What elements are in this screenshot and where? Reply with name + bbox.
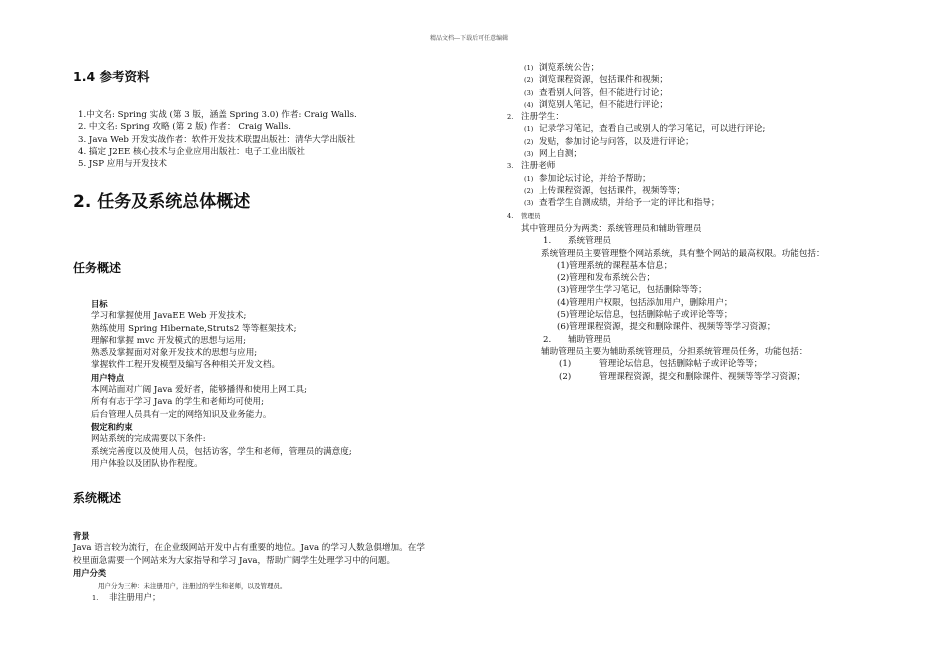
sys-admin-item: (6)管理课程资源，提交和删除课件、视频等等学习资源； bbox=[557, 322, 776, 333]
user-traits-title: 用户特点 bbox=[91, 372, 125, 383]
sys-admin-desc: 系统管理员主要管理整个网站系统，具有整个网站的最高权限。功能包括： bbox=[541, 248, 825, 259]
sys-admin-heading: 1. 系统管理员 bbox=[543, 236, 611, 247]
list-item bbox=[92, 592, 161, 604]
list-item: (3) 网上自测； bbox=[524, 149, 582, 160]
reference-item: 1.中文名: Spring 实战 (第 3 版，涵盖 Spring 3.0) 作者: Craig Walls. bbox=[78, 110, 357, 120]
section-heading-task: 任务概述 bbox=[73, 261, 122, 275]
reference-item: 5. JSP 应用与开发技术 bbox=[78, 159, 167, 170]
list-item: (1) 浏览系统公告； bbox=[524, 63, 600, 73]
task-overview-body bbox=[91, 298, 352, 470]
background-title: 背景 bbox=[73, 531, 90, 541]
aux-admin-item: (2) 管理课程资源，提交和删除课件、视频等等学习资源； bbox=[559, 371, 806, 382]
aux-admin-heading: 2. 辅助管理员 bbox=[543, 334, 611, 345]
reference-item: 3. Java Web 开发实战作者：软件开发技术联盟出版社：清华大学出版社 bbox=[78, 134, 356, 145]
goal-title: 目标 bbox=[91, 299, 108, 309]
page-header: 精品文档---下载后可任意编辑 bbox=[430, 35, 509, 42]
user-class-line: 用户分为三种：未注册用户，注册过的学生和老师，以及管理员。 bbox=[98, 582, 287, 590]
list-item: 3. 注册老师 bbox=[507, 161, 556, 172]
list-item: (2) 发贴，参加讨论与问答，以及进行评论； bbox=[524, 136, 694, 147]
list-text: 非注册用户； bbox=[109, 593, 161, 603]
sys-admin-item: (3)管理学生学习笔记，包括删除等等； bbox=[557, 285, 707, 296]
list-item: (2) 上传课程资源，包括课件，视频等等； bbox=[524, 185, 686, 196]
aux-admin-desc: 辅助管理员主要为辅助系统管理员，分担系统管理员任务，功能包括： bbox=[541, 346, 808, 357]
section-heading-system: 系统概述 bbox=[73, 491, 122, 505]
list-item: 2. 注册学生： bbox=[507, 112, 564, 123]
sys-admin-item: (2)管理和发布系统公告； bbox=[557, 273, 656, 284]
reference-item: 4. 搞定 J2EE 核心技术与企业应用出版社：电子工业出版社 bbox=[78, 146, 305, 157]
right-permission-list bbox=[507, 62, 765, 222]
sys-admin-item: (5)管理论坛信息，包括删除帖子或评论等等； bbox=[557, 310, 733, 321]
assumption-line: 系统完善度以及使用人员，包括访客，学生和老师，管理员的满意度; bbox=[91, 446, 352, 457]
admin-section bbox=[521, 223, 825, 383]
goal-line: 熟练使用 Spring Hibernate,Struts2 等等框架技术; bbox=[91, 323, 297, 334]
list-marker: 1. bbox=[92, 594, 99, 602]
goal-line: 掌握软件工程开发模型及编写各种相关开发文档。 bbox=[91, 360, 281, 371]
user-trait-line: 本网站面对广阔 Java 爱好者，能够播得和使用上网工具; bbox=[91, 385, 307, 396]
assumptions-title: 假定和约束 bbox=[91, 421, 133, 432]
list-item: (2) 浏览课程资源，包括课件和视频； bbox=[524, 75, 668, 86]
list-item: 4. 管理员 bbox=[507, 211, 541, 220]
references-list bbox=[78, 109, 357, 170]
goal-line: 熟悉及掌握面对对象开发技术的思想与应用; bbox=[91, 348, 258, 359]
section-heading-references: 1.4 参考资料 bbox=[73, 69, 150, 84]
goal-line: 理解和掌握 mvc 开发模式的思想与运用; bbox=[91, 335, 247, 346]
user-trait-line: 所有有志于学习 Java 的学生和老师均可使用; bbox=[91, 397, 265, 408]
sys-admin-item: (1)管理系统的课程基本信息； bbox=[557, 260, 673, 271]
chapter-heading: 2. 任务及系统总体概述 bbox=[73, 192, 251, 212]
aux-admin-item: (1) 管理论坛信息，包括删除帖子或评论等等； bbox=[559, 359, 763, 370]
sys-admin-item: (4)管理用户权限，包括添加用户，删除用户； bbox=[557, 297, 733, 308]
assumption-line: 用户体验以及团队协作程度。 bbox=[91, 458, 203, 469]
background-line: Java 语言较为流行，在企业级网站开发中占有重要的地位。Java 的学习人数急俱增加。在学 bbox=[73, 543, 425, 554]
list-item: (4) 浏览别人笔记，但不能进行评论； bbox=[524, 99, 668, 110]
list-item: (3) 查看别人问答，但不能进行讨论； bbox=[524, 87, 668, 98]
goal-line: 学习和掌握使用 JavaEE Web 开发技术; bbox=[91, 311, 247, 322]
assumption-line: 网站系统的完成需要以下条件: bbox=[91, 434, 206, 445]
list-item: (3) 查看学生自测成绩，并给予一定的评比和指导； bbox=[524, 198, 720, 209]
list-item: (1) 参加论坛讨论，并给予帮助； bbox=[524, 173, 651, 184]
reference-item: 2. 中文名: Spring 攻略 (第 2 版) 作者： Craig Walls. bbox=[78, 122, 291, 133]
list-item: (1) 记录学习笔记，查看自己或别人的学习笔记，可以进行评论; bbox=[524, 124, 766, 135]
user-class-title: 用户分类 bbox=[73, 567, 107, 578]
admin-intro: 其中管理员分为两类：系统管理员和辅助管理员 bbox=[521, 224, 702, 234]
system-overview-body bbox=[73, 530, 425, 579]
user-trait-line: 后台管理人员具有一定的网络知识及业务能力。 bbox=[91, 409, 272, 420]
background-line: 校里面急需要一个网站来为大家指导和学习 Java，帮助广阔学生处理学习中的问题。 bbox=[73, 555, 396, 566]
